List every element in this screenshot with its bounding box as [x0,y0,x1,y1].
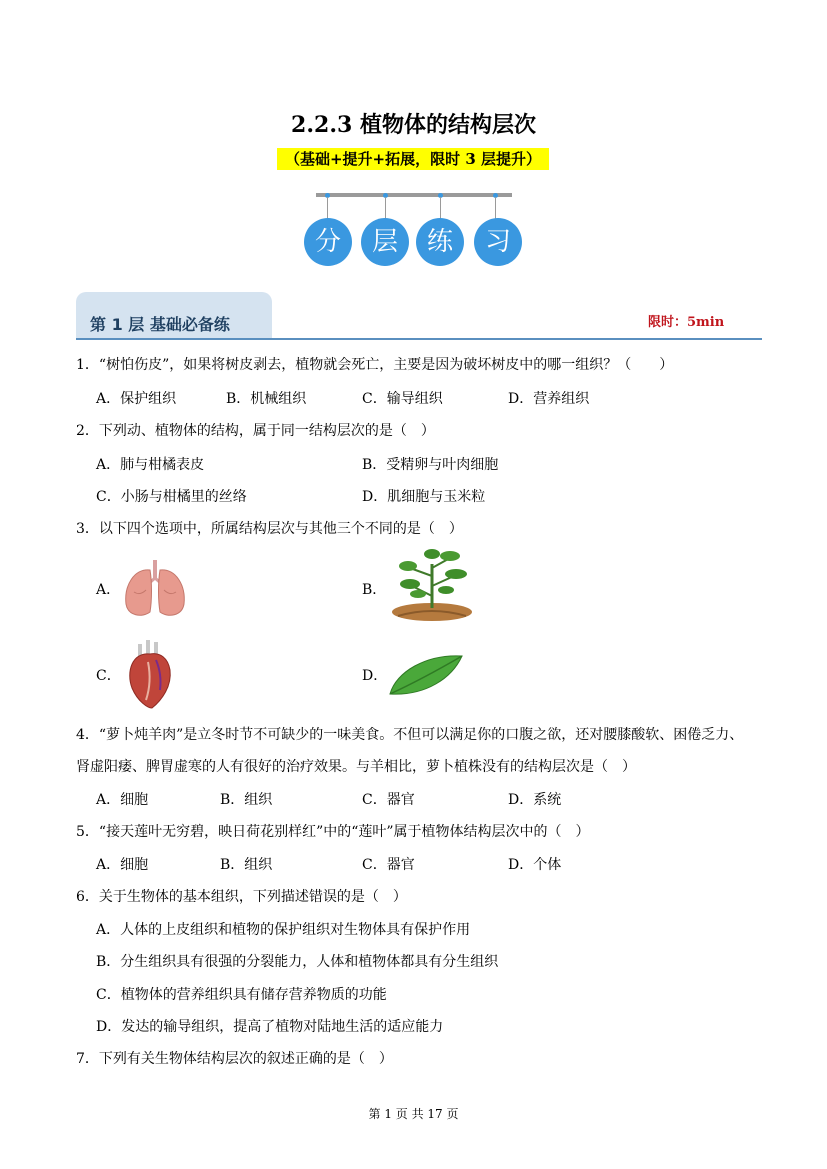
page-title: 2.2.3 植物体的结构层次 [291,112,536,138]
q5-option-c: C．器官 [362,857,415,873]
q6-option-a: A．人体的上皮组织和植物的保护组织对生物体具有保护作用 [96,922,471,938]
badge-ceng: 层 [361,218,409,266]
rail-stem [327,197,328,219]
question-1: 1．“树怕伤皮”，如果将树皮剥去，植物就会死亡，主要是因为破坏树皮中的哪一组织？（ ） [76,357,674,373]
q5-option-a: A．细胞 [96,857,149,873]
q2-option-a: A．肺与柑橘表皮 [96,457,205,473]
q3-option-b: B． [362,582,387,598]
time-limit: 限时：5min [648,315,725,330]
question-6: 6．关于生物体的基本组织，下列描述错误的是（ ） [76,889,407,905]
question-7: 7．下列有关生物体结构层次的叙述正确的是（ ） [76,1051,393,1067]
badge-lian: 练 [416,218,464,266]
q3-option-c: C． [96,668,121,684]
heart-icon [122,638,178,710]
page-subtitle: （基础+提升+拓展，限时 3 层提升） [277,148,549,170]
question-2: 2．下列动、植物体的结构，属于同一结构层次的是（ ） [76,423,435,439]
q3-option-a: A． [96,582,121,598]
rail-stem [440,197,441,219]
badge-xi: 习 [474,218,522,266]
lungs-icon [120,556,190,620]
section-divider [76,338,762,340]
q5-option-d: D．个体 [508,857,562,873]
q1-option-c: C．输导组织 [362,391,443,407]
q2-option-d: D．肌细胞与玉米粒 [362,489,486,505]
q4-option-d: D．系统 [508,792,562,808]
q2-option-c: C．小肠与柑橘里的丝络 [96,489,247,505]
section-label: 第 1 层 基础必备练 [90,315,230,334]
q4-option-a: A．细胞 [96,792,149,808]
question-5: 5．“接天莲叶无穷碧，映日荷花别样红”中的“莲叶”属于植物体结构层次中的（ ） [76,824,590,840]
question-3: 3．以下四个选项中，所属结构层次与其他三个不同的是（ ） [76,521,463,537]
q1-option-a: A．保护组织 [96,391,177,407]
q6-option-c: C．植物体的营养组织具有储存营养物质的功能 [96,987,387,1003]
plant-icon [388,546,476,626]
badge-rail [316,193,512,197]
q1-option-b: B．机械组织 [226,391,307,407]
rail-stem [495,197,496,219]
q1-option-d: D．营养组织 [508,391,590,407]
question-4-line-2: 肾虚阳痿、脾胃虚寒的人有很好的治疗效果。与羊相比，萝卜植株没有的结构层次是（ ） [76,759,636,775]
q2-option-b: B．受精卵与叶肉细胞 [362,457,499,473]
badge-fen: 分 [304,218,352,266]
q5-option-b: B．组织 [220,857,273,873]
q6-option-b: B．分生组织具有很强的分裂能力，人体和植物体都具有分生组织 [96,954,499,970]
q6-option-d: D．发达的输导组织，提高了植物对陆地生活的适应能力 [96,1019,444,1035]
page-footer: 第 1 页 共 17 页 [368,1107,459,1121]
question-4-line-1: 4．“萝卜炖羊肉”是立冬时节不可缺少的一味美食。不但可以满足你的口腹之欲，还对腰膝酸软、困倦乏力、 [76,727,744,743]
q3-option-d: D． [362,668,388,684]
q4-option-c: C．器官 [362,792,415,808]
leaf-icon [386,652,466,698]
q4-option-b: B．组织 [220,792,273,808]
rail-stem [385,197,386,219]
